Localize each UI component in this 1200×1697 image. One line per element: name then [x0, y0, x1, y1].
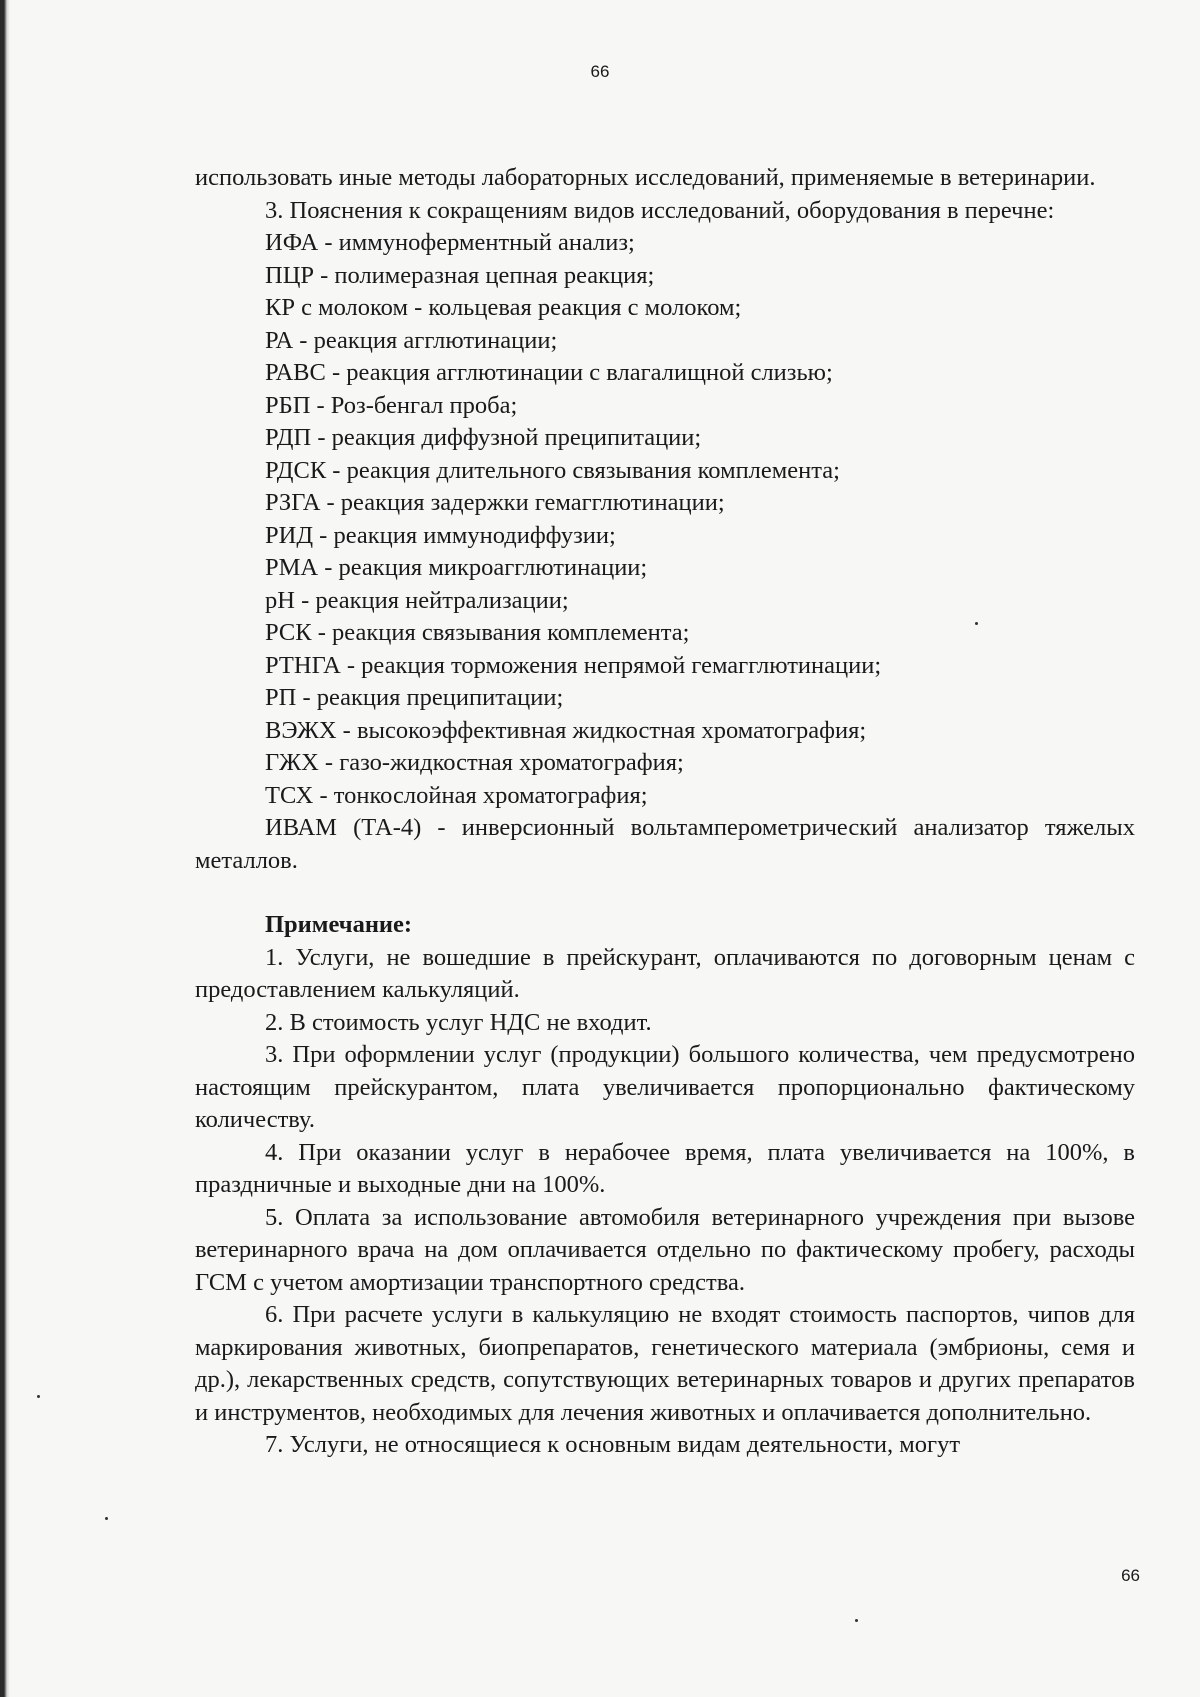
abbreviation-item: РЗГА - реакция задержки гемагглютинации;: [265, 489, 725, 516]
ivam-paragraph: ИВАМ (ТА-4) - инверсионный вольтамперометрический анализатор тяжелых металлов.: [195, 814, 1135, 874]
abbreviation-item: РМА - реакция микроагглютинации;: [265, 554, 648, 581]
abbreviation-list: [195, 227, 1135, 812]
scan-speck: [37, 1395, 40, 1398]
scan-speck: [975, 622, 978, 625]
note-item: 5. Оплата за использование автомобиля ветеринарного учреждения при вызове ветеринарного врача на дом оплачивается отдельно по фактическому пробегу, расходы ГСМ с учетом амортизации транспортного средства.: [195, 1203, 1135, 1296]
note-item: 3. При оформлении услуг (продукции) большого количества, чем предусмотрено настоящим прейскурантом, плата увеличивается пропорционально фактическому количеству.: [195, 1041, 1135, 1133]
abbreviation-item: РА - реакция агглютинации;: [265, 326, 558, 354]
abbreviation-item: РСК - реакция связывания комплемента;: [265, 619, 690, 646]
abbreviation-item: РДСК - реакция длительного связывания комплемента;: [265, 456, 840, 484]
continuation-paragraph: использовать иные методы лабораторных исследований, применяемые в ветеринарии.: [195, 164, 1096, 191]
scan-page-edge: [0, 0, 10, 1697]
note-item: 2. В стоимость услуг НДС не входит.: [265, 1008, 652, 1036]
abbreviation-item: pH - реакция нейтрализации;: [265, 586, 569, 614]
note-heading: Примечание:: [265, 911, 413, 938]
abbreviation-item: ПЦР - полимеразная цепная реакция;: [265, 261, 655, 289]
document-body: [195, 162, 1135, 1462]
page-number-top: 66: [590, 62, 610, 81]
abbreviation-item: РП - реакция преципитации;: [265, 684, 564, 711]
scan-speck: [105, 1517, 108, 1520]
note-item: 1. Услуги, не вошедшие в прейскурант, оплачиваются по договорным ценам с предоставлением калькуляций.: [195, 943, 1135, 1003]
abbreviation-item: ВЭЖХ - высокоэффективная жидкостная хроматография;: [265, 716, 867, 744]
note-item: 7. Услуги, не относящиеся к основным видам деятельности, могут: [265, 1431, 961, 1458]
abbreviation-item: РБП - Роз-бенгал проба;: [265, 391, 518, 419]
abbreviation-item: РДП - реакция диффузной преципитации;: [265, 424, 702, 451]
page-number-bottom: 66: [1121, 1566, 1140, 1585]
scan-speck: [855, 1619, 858, 1622]
abbreviation-item: ГЖХ - газо-жидкостная хроматография;: [265, 749, 684, 776]
abbreviation-item: КР с молоком - кольцевая реакция с молоком;: [265, 294, 742, 321]
abbreviation-item: РИД - реакция иммунодиффузии;: [265, 521, 616, 549]
note-item: 4. При оказании услуг в нерабочее время, плата увеличивается на 100%, в праздничные и выходные дни на 100%.: [195, 1138, 1135, 1198]
note-item: 6. При расчете услуги в калькуляцию не входят стоимость паспортов, чипов для маркирования животных, биопрепаратов, генетического материала (эмбрионы, семя и др.), лекарственных средств, сопутствующих ветеринарных товаров и других препаратов и инструментов, необходимых для лечения животных и оплачивается дополнительно.: [195, 1301, 1135, 1426]
abbreviation-item: РТНГА - реакция торможения непрямой гемагглютинации;: [265, 651, 882, 679]
abbreviation-item: ТСХ - тонкослойная хроматография;: [265, 781, 648, 809]
abbreviation-item: РАВС - реакция агглютинации с влагалищной слизью;: [265, 359, 833, 386]
section-3-paragraph: 3. Пояснения к сокращениям видов исследований, оборудования в перечне:: [265, 196, 1055, 224]
abbreviation-item: ИФА - иммуноферментный анализ;: [265, 229, 635, 256]
